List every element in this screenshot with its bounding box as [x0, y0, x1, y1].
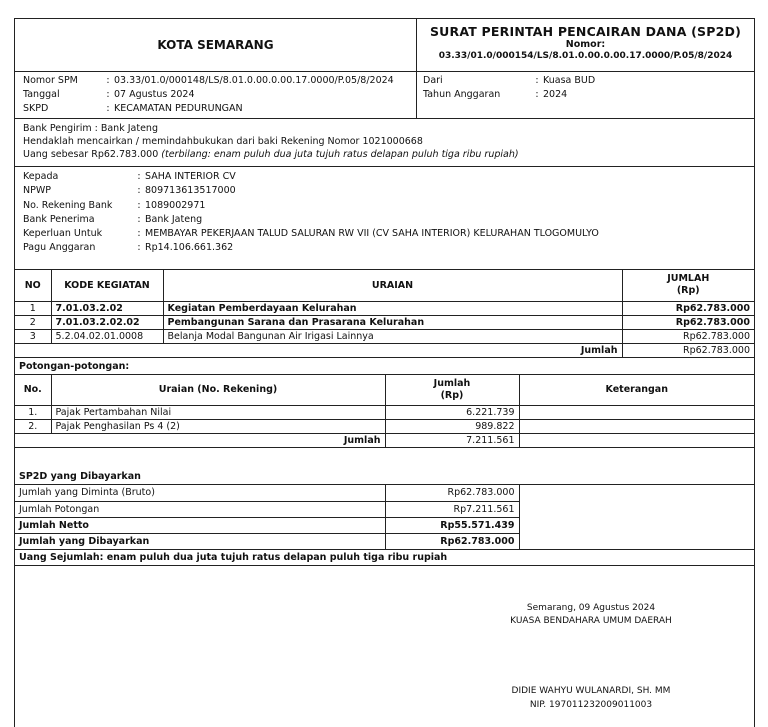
info-value: KECAMATAN PEDURUNGAN [114, 103, 243, 114]
summary-title: SP2D yang Dibayarkan [15, 468, 754, 485]
table-header-row [15, 270, 754, 301]
signature-role: KUASA BENDAHARA UMUM DAERAH [510, 616, 672, 626]
summary-value: Rp55.571.439 [385, 517, 519, 533]
potongan-table [15, 375, 754, 447]
table-header-row [15, 375, 754, 405]
recipient-label: Keperluan Untuk [23, 228, 103, 240]
summary-section [15, 485, 754, 550]
info-row [423, 74, 754, 88]
summary-blank [519, 533, 754, 549]
colon: : [137, 185, 141, 197]
info-value: Kuasa BUD [543, 75, 596, 86]
colon: : [535, 75, 539, 86]
cell-uraian: Kegiatan Pemberdayaan Kelurahan [163, 301, 622, 315]
summary-row [15, 485, 754, 501]
recipient-row [23, 199, 754, 213]
info-row [423, 88, 754, 102]
bank-sender: Bank Pengirim : Bank Jateng [23, 123, 158, 134]
cell-no: 2 [15, 315, 51, 329]
recipient-value: Rp14.106.661.362 [145, 242, 234, 254]
amount-in-words: Uang Sejumlah: enam puluh dua juta tujuh ratus delapan puluh tiga ribu rupiah [15, 550, 754, 566]
total-label: Jumlah [15, 433, 385, 447]
recipient-info [15, 167, 754, 270]
summary-blank [519, 485, 754, 501]
org-name: KOTA SEMARANG [15, 19, 417, 71]
spm-info-left [15, 72, 417, 118]
cell-uraian: Pajak Penghasilan Ps 4 (2) [51, 419, 385, 433]
recipient-row [23, 170, 754, 184]
recipient-value: MEMBAYAR PEKERJAAN TALUD SALURAN RW VII (CV SAHA INTERIOR) KELURAHAN TLOGOMULYO [145, 228, 599, 240]
summary-blank [519, 501, 754, 517]
recipient-label: Kepada [23, 171, 59, 182]
total-row [15, 343, 754, 357]
summary-blank [519, 517, 754, 533]
amount-words: (terbilang: enam puluh dua juta tujuh ratus delapan puluh tiga ribu rupiah) [161, 149, 519, 160]
kegiatan-section [15, 270, 754, 358]
info-label: SKPD [23, 103, 49, 114]
nomor-label: Nomor: [565, 39, 606, 50]
recipient-row [23, 213, 754, 227]
recipient-value: SAHA INTERIOR CV [145, 171, 236, 182]
recipient-value: 1089002971 [145, 199, 206, 211]
colon: : [106, 89, 110, 100]
cell-kode: 7.01.03.2.02 [51, 301, 163, 315]
cell-jumlah: 989.822 [385, 419, 519, 433]
col-jumlah: JUMLAH (Rp) [622, 270, 754, 301]
summary-row [15, 517, 754, 533]
table-row [15, 315, 754, 329]
col-uraian: URAIAN [163, 270, 622, 301]
cell-no: 2. [15, 419, 51, 433]
col-keterangan: Keterangan [519, 375, 754, 405]
potongan-title: Potongan-potongan: [15, 358, 754, 375]
document-title: SURAT PERINTAH PENCAIRAN DANA (SP2D) [429, 24, 741, 39]
info-label: Tanggal [23, 89, 60, 100]
recipient-label: Bank Penerima [23, 213, 95, 225]
info-row [23, 74, 416, 88]
summary-row [15, 533, 754, 549]
spm-info-right [417, 72, 754, 118]
spacer [15, 448, 754, 468]
bank-instruction [15, 119, 754, 167]
summary-table [15, 485, 754, 549]
colon: : [137, 242, 141, 254]
info-label: Dari [423, 75, 443, 86]
recipient-label: No. Rekening Bank [23, 199, 113, 211]
cell-kode: 5.2.04.02.01.0008 [51, 329, 163, 343]
colon: : [137, 171, 141, 182]
cell-uraian: Pajak Pertambahan Nilai [51, 405, 385, 419]
cell-jumlah: Rp62.783.000 [622, 301, 754, 315]
summary-label: Jumlah Potongan [15, 501, 385, 517]
cell-keterangan [519, 419, 754, 433]
col-no: NO [15, 270, 51, 301]
colon: : [137, 228, 141, 240]
cell-no: 3 [15, 329, 51, 343]
bank-amount [23, 148, 754, 161]
info-value: 07 Agustus 2024 [114, 89, 195, 100]
summary-value: Rp62.783.000 [385, 533, 519, 549]
cell-keterangan [519, 405, 754, 419]
cell-kode: 7.01.03.2.02.02 [51, 315, 163, 329]
summary-label: Jumlah yang Dibayarkan [15, 533, 385, 549]
cell-no: 1. [15, 405, 51, 419]
summary-value: Rp7.211.561 [385, 501, 519, 517]
col-jumlah: Jumlah (Rp) [385, 375, 519, 405]
recipient-row [23, 227, 754, 241]
info-value: 2024 [543, 89, 568, 100]
document-header [15, 19, 754, 72]
cell-keterangan [519, 433, 754, 447]
info-label: Nomor SPM [23, 75, 78, 86]
table-row [15, 329, 754, 343]
total-value: Rp62.783.000 [622, 343, 754, 357]
info-value: 03.33/01.0/000148/LS/8.01.0.00.0.00.17.0000/P.05/8/2024 [114, 75, 394, 86]
col-uraian: Uraian (No. Rekening) [51, 375, 385, 405]
info-row [23, 102, 416, 116]
summary-row [15, 501, 754, 517]
recipient-label: Pagu Anggaran [23, 242, 96, 254]
kegiatan-table [15, 270, 754, 357]
cell-jumlah: Rp62.783.000 [622, 315, 754, 329]
amount-figure: Uang sebesar Rp62.783.000 [23, 149, 159, 160]
cell-jumlah: Rp62.783.000 [622, 329, 754, 343]
bank-order: Hendaklah mencairkan / memindahbukukan dari baki Rekening Nomor 1021000668 [23, 136, 423, 147]
total-row [15, 433, 754, 447]
recipient-value: Bank Jateng [145, 213, 203, 225]
summary-value: Rp62.783.000 [385, 485, 519, 501]
col-no: No. [15, 375, 51, 405]
potongan-section [15, 375, 754, 448]
cell-jumlah: 6.221.739 [385, 405, 519, 419]
info-label: Tahun Anggaran [423, 89, 501, 100]
table-row [15, 419, 754, 433]
colon: : [106, 75, 110, 86]
table-row [15, 405, 754, 419]
document-number: 03.33/01.0/000154/LS/8.01.0.00.0.00.17.0000/P.05/8/2024 [438, 51, 733, 61]
table-row [15, 301, 754, 315]
signature-nip: NIP. 197011232009011003 [529, 700, 653, 710]
colon: : [137, 199, 141, 211]
summary-label: Jumlah yang Diminta (Bruto) [15, 485, 385, 501]
colon: : [535, 89, 539, 100]
total-label: Jumlah [15, 343, 622, 357]
cell-uraian: Pembangunan Sarana dan Prasarana Kelurahan [163, 315, 622, 329]
recipient-value: 809713613517000 [145, 185, 236, 197]
sp2d-document [14, 18, 755, 727]
colon: : [137, 213, 141, 225]
cell-no: 1 [15, 301, 51, 315]
title-block [417, 19, 754, 71]
summary-label: Jumlah Netto [15, 517, 385, 533]
cell-uraian: Belanja Modal Bangunan Air Irigasi Lainnya [163, 329, 622, 343]
recipient-row [23, 241, 754, 255]
signature-name: DIDIE WAHYU WULANARDI, SH. MM [511, 686, 671, 696]
spm-info [15, 72, 754, 119]
recipient-row [23, 184, 754, 198]
colon: : [106, 103, 110, 114]
recipient-label: NPWP [23, 185, 51, 197]
col-kode: KODE KEGIATAN [51, 270, 163, 301]
total-value: 7.211.561 [385, 433, 519, 447]
signature-place-date: Semarang, 09 Agustus 2024 [526, 603, 656, 613]
info-row [23, 88, 416, 102]
